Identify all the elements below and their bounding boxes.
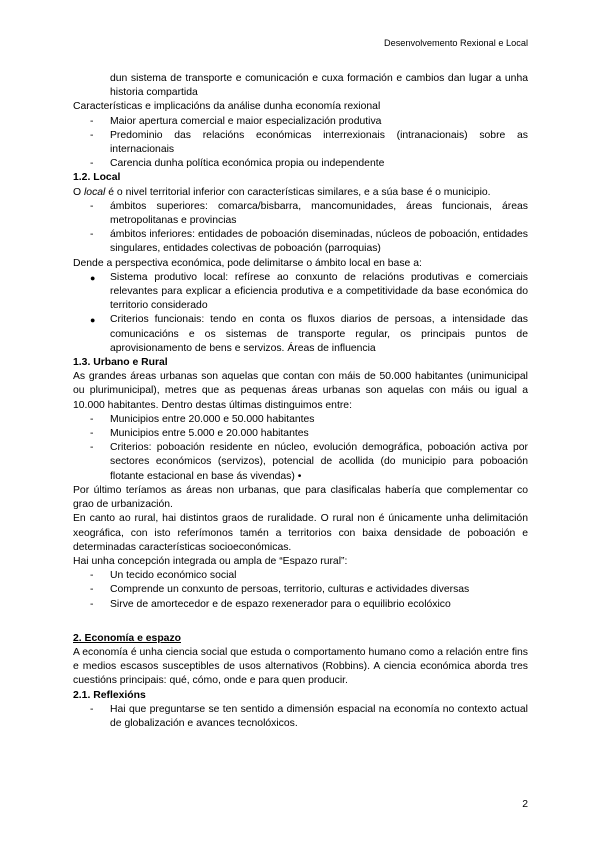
list-item: - Carencia dunha política económica propia ou independente <box>73 157 528 171</box>
list-item: - ámbitos superiores: comarca/bisbarra, mancomunidades, áreas funcionais, áreas metropolitanas e provincias <box>90 200 528 227</box>
characteristics-list <box>73 115 528 172</box>
list-item: - ámbitos inferiores: entidades de poboación diseminadas, núcleos de poboación, entidades singulares, entidades colectivas de poboación (parroquias) <box>90 229 528 255</box>
section-heading-local: 1.2. Local <box>73 172 121 184</box>
criteria-list <box>73 271 528 356</box>
dash-marker: - <box>90 703 94 715</box>
dash-marker: - <box>90 570 94 582</box>
page-number: 2 <box>522 799 528 810</box>
list-item: - Municipios entre 20.000 e 50.000 habitantes <box>73 413 528 427</box>
rural-paragraph: En canto ao rural, hai distintos graos de ruralidade. O rural non é únicamente unha delimitación xeográfica, con isto referímonos tamén a territorios con baixa densidade de poboación e determinadas características socioeconómicas. <box>73 513 528 553</box>
perspective-intro: Dende a perspectiva económica, pode delimitarse o ámbito local en base a: <box>73 257 422 269</box>
urban-paragraph: As grandes áreas urbanas son aquelas que contan con máis de 50.000 habitantes (unimunicipal ou plurimunicipal), metres que as pequenas áreas urbanas son aquelas con máis ou igual a 10.000 habitantes. Dentro destas últimas distinguimos entre: <box>73 371 528 411</box>
list-item: - Hai que preguntarse se ten sentido a dimensión espacial na economía no contexto actual de globalización e avances tecnolóxicos. <box>90 703 528 729</box>
dash-marker: - <box>90 200 94 212</box>
dash-marker: - <box>90 158 94 170</box>
dash-marker: - <box>90 115 94 127</box>
bullet-marker: ● <box>90 315 96 326</box>
dash-marker: - <box>90 129 94 141</box>
bullet-marker: ● <box>90 272 96 283</box>
urban-list <box>73 413 528 484</box>
dash-marker: - <box>90 584 94 596</box>
local-levels-list <box>73 200 528 257</box>
page-header: Desenvolvemento Rexional e Local <box>383 38 528 48</box>
non-urban-paragraph: Por último teríamos as áreas non urbanas, que para clasificalas habería que complementar co grao de urbanización. <box>73 484 528 511</box>
reflections-list <box>73 703 528 731</box>
section-heading-urban-rural: 1.3. Urbano e Rural <box>73 357 168 369</box>
dash-marker: - <box>90 428 94 440</box>
local-definition: O local é o nivel territorial inferior con características similares, e a súa base é o municipio. <box>73 186 491 198</box>
section-heading-economy: 2. Economía e espazo <box>73 632 181 644</box>
document-body <box>73 72 528 731</box>
dash-marker: - <box>90 413 94 425</box>
local-term: local <box>83 186 106 198</box>
continuation-text: dun sistema de transporte e comunicación e cuxa formación e cambios dan lugar a unha historia compartida <box>110 73 528 99</box>
list-item: - Predominio das relacións económicas interrexionais (intranacionais) sobre as internacionais <box>90 129 528 156</box>
rural-space-list <box>73 569 528 612</box>
list-item: - Municipios entre 5.000 e 20.000 habitantes <box>73 427 528 441</box>
list-item: - Maior apertura comercial e maior especialización produtiva <box>73 115 528 129</box>
dash-marker: - <box>90 229 94 241</box>
subsection-heading-reflections: 2.1. Reflexións <box>73 689 146 701</box>
list-item: - Un tecido económico social <box>73 569 528 583</box>
list-item: - Sirve de amortecedor e de espazo rexenerador para o equilibrio ecolóxico <box>73 598 528 612</box>
characteristics-intro: Características e implicacións da análise dunha economía rexional <box>73 101 381 113</box>
list-item: - Criterios: poboación residente en núcleo, evolución demográfica, poboación activa por sectores económicos (servizos), potencial de acollida (do municipio para poboación flotante estacional en base ás vivendas) • <box>90 442 528 482</box>
list-item: ● Criterios funcionais: tendo en conta os fluxos diarios de persoas, a intensidade das comunicacións e os sistemas de transporte regular, os principais puntos de aprovisionamento de bens e servizos. Áreas de influencia <box>90 314 528 354</box>
list-item: ● Sistema produtivo local: refírese ao conxunto de relacións produtivas e comerciais relevantes para explicar a eficiencia produtiva e a competitividade da base económica do territorio considerado <box>90 271 528 312</box>
dash-marker: - <box>90 598 94 610</box>
dash-marker: - <box>90 442 94 454</box>
list-item: - Comprende un conxunto de persoas, territorio, culturas e actividades diversas <box>73 583 528 597</box>
rural-space-intro: Hai unha concepción integrada ou ampla de “Espazo rural”: <box>73 555 348 567</box>
economy-paragraph: A economía é unha ciencia social que estuda o comportamento humano como a relación entre fins e medios escasos susceptibles de usos alternativos (Robbins). A ciencia económica aborda tres cuestións principais: qué, cómo, onde e para quen producir. <box>73 646 528 687</box>
